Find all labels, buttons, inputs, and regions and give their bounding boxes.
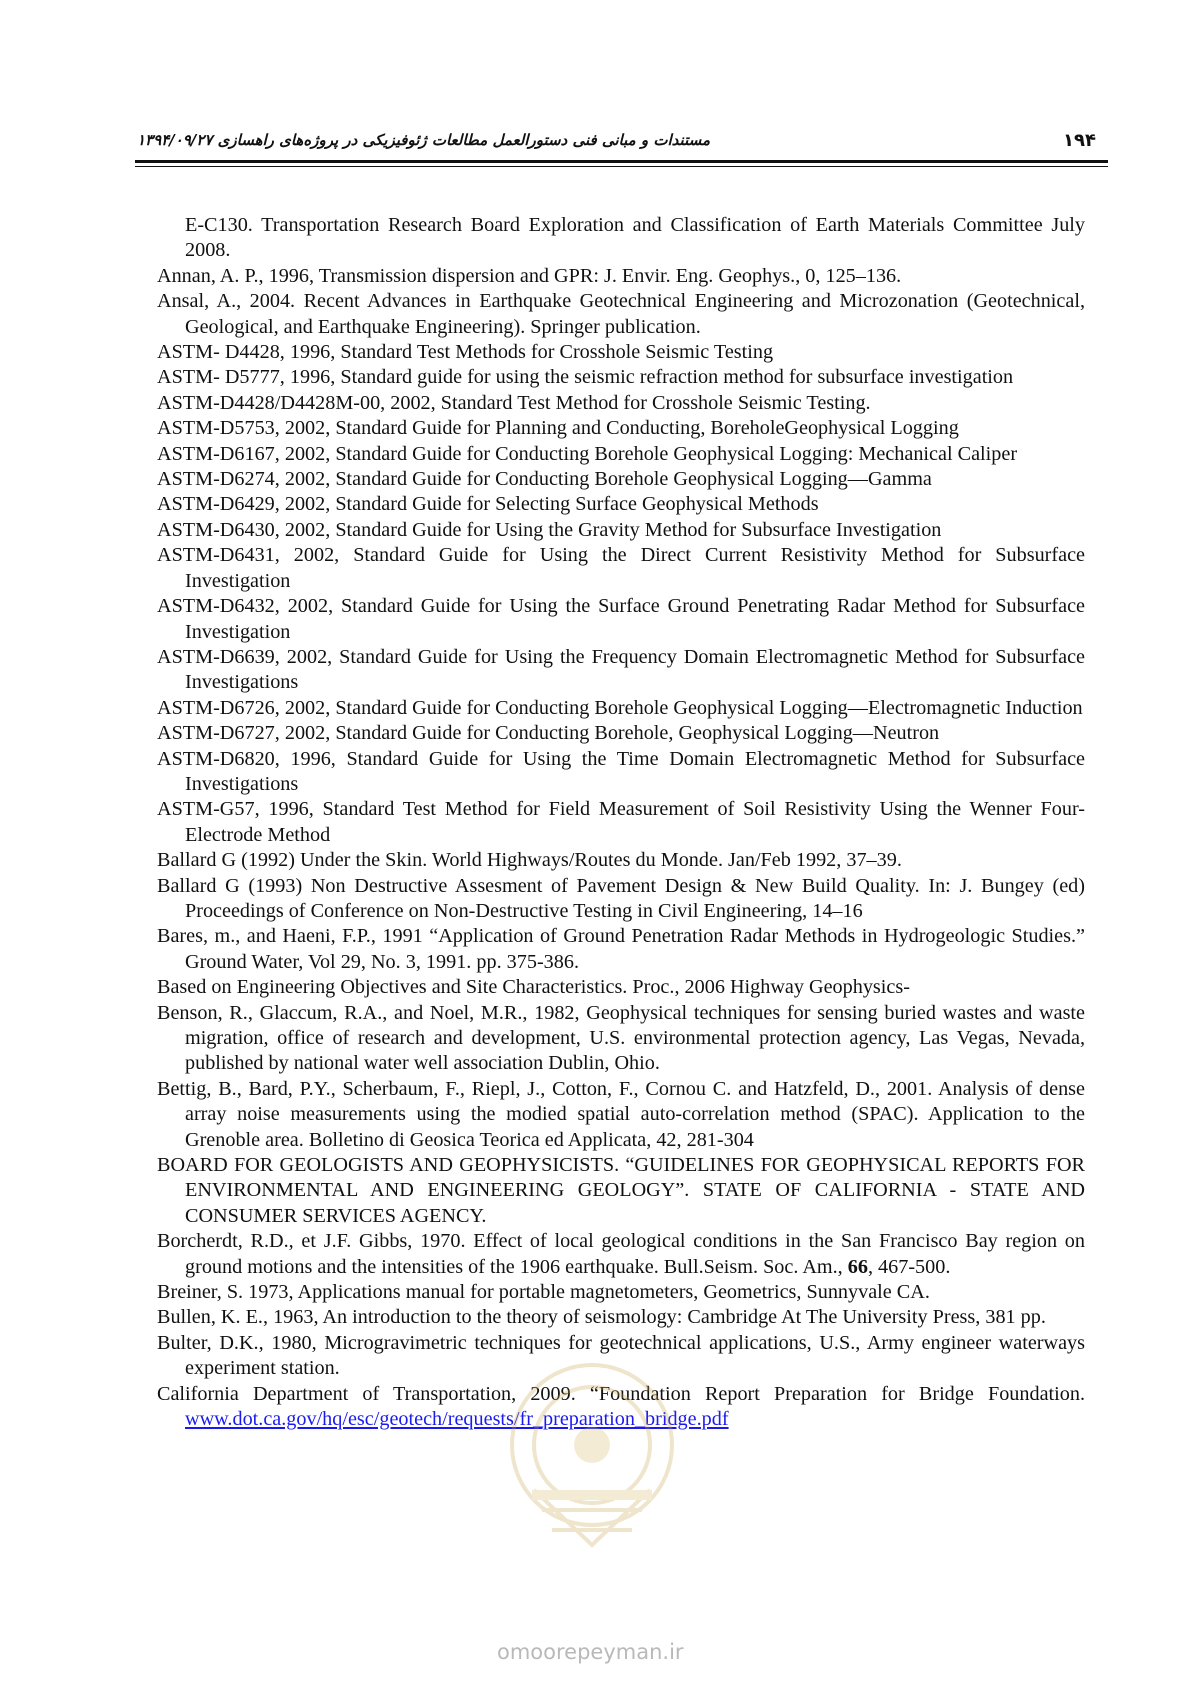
reference-entry xyxy=(157,797,1085,848)
reference-text: ASTM-D6639, 2002, Standard Guide for Using the Frequency Domain Electromagnetic Method for Subsurface Investigations xyxy=(157,645,1085,694)
reference-entry xyxy=(157,645,1085,696)
reference-text: ASTM-D6820, 1996, Standard Guide for Using the Time Domain Electromagnetic Method for Subsurface Investigations xyxy=(157,747,1085,795)
reference-text: Breiner, S. 1973, Applications manual for portable magnetometers, Geometrics, Sunnyvale CA. xyxy=(157,1281,930,1304)
reference-text: ASTM-D5753, 2002, Standard Guide for Planning and Conducting, BoreholeGeophysical Logging xyxy=(157,417,959,440)
header-rule-thick xyxy=(135,160,1108,163)
reference-text: Based on Engineering Objectives and Site Characteristics. Proc., 2006 Highway Geophysics- xyxy=(157,976,910,999)
reference-entry xyxy=(157,543,1085,594)
reference-entry xyxy=(157,264,1085,289)
reference-entry xyxy=(157,467,1085,492)
reference-entry xyxy=(157,365,1085,390)
reference-entry xyxy=(157,1229,1085,1280)
reference-entry xyxy=(157,594,1085,645)
reference-entry xyxy=(157,1153,1085,1229)
reference-text: Ansal, A., 2004. Recent Advances in Earthquake Geotechnical Engineering and Microzonation (Geotechnical, Geological, and Earthquake Engineering). Springer publication. xyxy=(157,290,1085,338)
reference-text: ASTM-D6167, 2002, Standard Guide for Conducting Borehole Geophysical Logging: Mechanical Caliper xyxy=(157,442,1018,465)
reference-entry xyxy=(157,924,1085,975)
reference-entry xyxy=(157,391,1085,416)
reference-text: ASTM-D6727, 2002, Standard Guide for Conducting Borehole, Geophysical Logging—Neutron xyxy=(157,722,940,745)
reference-entry xyxy=(157,1305,1085,1330)
publisher-seal-watermark xyxy=(472,1340,712,1570)
reference-text: ASTM-D6432, 2002, Standard Guide for Using the Surface Ground Penetrating Radar Method for Subsurface Investigation xyxy=(157,595,1085,643)
reference-link[interactable]: www.dot.ca.gov/hq/esc/geotech/requests/fr_preparation_bridge.pdf xyxy=(185,1408,729,1431)
page-number: ۱۹۴ xyxy=(1063,130,1096,151)
reference-text: E-C130. Transportation Research Board Exploration and Classification of Earth Materials Committee July 2008. xyxy=(185,214,1085,262)
reference-text: Ballard G (1993) Non Destructive Assesment of Pavement Design & New Build Quality. In: J. Bungey (ed) Proceedings of Conference on Non-Destructive Testing in Civil Engineering, 14–16 xyxy=(157,874,1085,922)
reference-text: ASTM-D6430, 2002, Standard Guide for Using the Gravity Method for Subsurface Investigation xyxy=(157,518,942,541)
reference-entry xyxy=(157,518,1085,543)
reference-entry xyxy=(157,1001,1085,1077)
reference-entry xyxy=(157,340,1085,365)
reference-entry xyxy=(157,1077,1085,1153)
page-header xyxy=(135,128,1108,150)
reference-text: ASTM-D6429, 2002, Standard Guide for Selecting Surface Geophysical Methods xyxy=(157,493,819,516)
reference-list xyxy=(157,213,1085,1433)
reference-entry xyxy=(157,416,1085,441)
reference-text: California Department of Transportation, 2009. “Foundation Report Preparation for Bridge Foundation. xyxy=(157,1382,1085,1405)
reference-entry xyxy=(157,696,1085,721)
reference-text: ASTM-D6726, 2002, Standard Guide for Conducting Borehole Geophysical Logging—Electromagnetic Induction xyxy=(157,696,1083,719)
reference-entry xyxy=(157,213,1085,264)
reference-entry xyxy=(157,1280,1085,1305)
reference-entry xyxy=(157,874,1085,925)
reference-text: ASTM- D5777, 1996, Standard guide for using the seismic refraction method for subsurface investigation xyxy=(157,366,1014,389)
reference-entry xyxy=(157,747,1085,798)
reference-entry xyxy=(157,848,1085,873)
reference-text: Annan, A. P., 1996, Transmission dispersion and GPR: J. Envir. Eng. Geophys., 0, 125–136. xyxy=(157,264,902,287)
reference-text: ASTM- D4428, 1996, Standard Test Methods for Crosshole Seismic Testing xyxy=(157,341,774,364)
reference-entry xyxy=(157,721,1085,746)
reference-text: Bettig, B., Bard, P.Y., Scherbaum, F., Riepl, J., Cotton, F., Cornou C. and Hatzfeld, D., 2001. Analysis of dense array noise measurements using the modied spatial auto-correlation method (SPAC). Application to the Grenoble area. Bolletino di Geosica Teorica ed Applicata, 42, 281-304 xyxy=(157,1077,1085,1151)
header-rule-thin xyxy=(135,166,1108,167)
reference-text: Bulter, D.K., 1980, Microgravimetric techniques for geotechnical applications, U.S., Army engineer waterways experiment station. xyxy=(157,1331,1085,1380)
reference-entry xyxy=(157,442,1085,467)
reference-entry xyxy=(157,492,1085,517)
reference-text: Bullen, K. E., 1963, An introduction to the theory of seismology: Cambridge At The University Press, 381 pp. xyxy=(157,1306,1046,1329)
watermark-text: omoorepeyman.ir xyxy=(497,1640,684,1664)
reference-volume: 66 xyxy=(847,1255,868,1278)
reference-text: ASTM-D6274, 2002, Standard Guide for Conducting Borehole Geophysical Logging—Gamma xyxy=(157,468,932,491)
reference-text: ASTM-D6431, 2002, Standard Guide for Using the Direct Current Resistivity Method for Subsurface Investigation xyxy=(157,544,1085,592)
reference-text: Borcherdt, R.D., et J.F. Gibbs, 1970. Effect of local geological conditions in the San Francisco Bay region on ground motions and the intensities of the 1906 earthquake. Bull.Seism. Soc. Am., xyxy=(157,1230,1085,1278)
reference-text: ASTM-G57, 1996, Standard Test Method for Field Measurement of Soil Resistivity Using the Wenner Four-Electrode Method xyxy=(157,798,1085,846)
reference-text: ASTM-D4428/D4428M-00, 2002, Standard Test Method for Crosshole Seismic Testing. xyxy=(157,391,871,414)
reference-entry xyxy=(157,289,1085,340)
reference-entry xyxy=(157,975,1085,1000)
reference-text: Ballard G (1992) Under the Skin. World Highways/Routes du Monde. Jan/Feb 1992, 37–39. xyxy=(157,849,902,872)
running-header-title: مستندات و مبانی فنی دستورالعمل مطالعات ژئوفیزیکی در پروژه‌های راهسازی ۱۳۹۴/۰۹/۲۷ xyxy=(137,131,711,149)
reference-text: Bares, m., and Haeni, F.P., 1991 “Application of Ground Penetration Radar Methods in Hydrogeologic Studies.” Ground Water, Vol 29, No. 3, 1991. pp. 375-386. xyxy=(157,925,1085,973)
reference-text: BOARD FOR GEOLOGISTS AND GEOPHYSICISTS. “GUIDELINES FOR GEOPHYSICAL REPORTS FOR ENVIRONMENTAL AND ENGINEERING GEOLOGY”. STATE OF CALIFORNIA - STATE AND CONSUMER SERVICES AGENCY. xyxy=(157,1154,1085,1227)
reference-pages: , 467-500. xyxy=(867,1255,951,1278)
reference-text: Benson, R., Glaccum, R.A., and Noel, M.R., 1982, Geophysical techniques for sensing buried wastes and waste migration, office of research and development, U.S. environmental protection agency, Las Vegas, Nevada, published by national water well association Dublin, Ohio. xyxy=(157,1001,1085,1075)
